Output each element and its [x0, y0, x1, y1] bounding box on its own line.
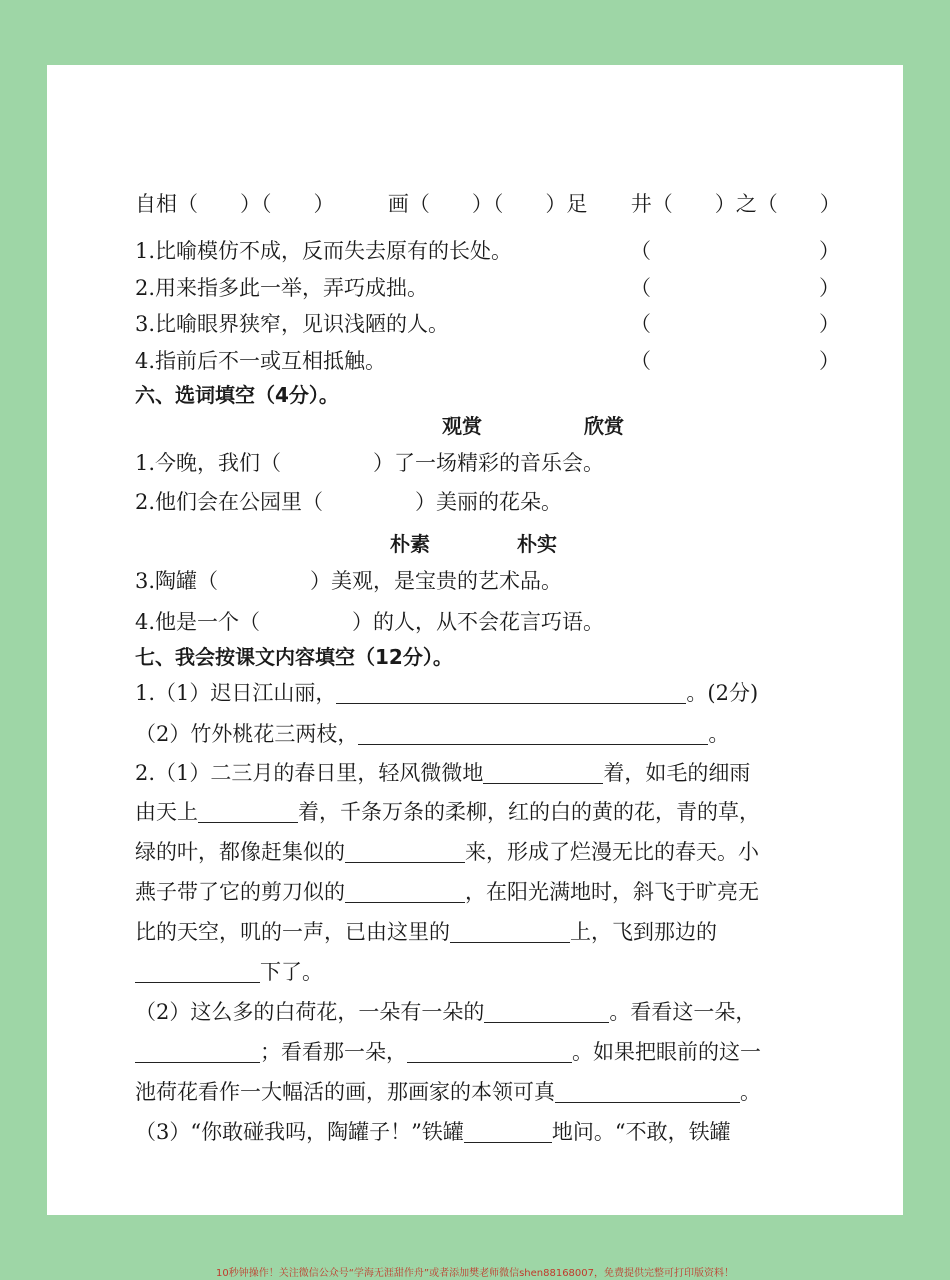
answer-box-3[interactable]: （ ）	[630, 312, 840, 336]
blank-7-9[interactable]	[484, 1000, 609, 1023]
passage-line-4: 燕子带了它的剪刀似的 ，在阳光满地时，斜飞于旷亮无	[135, 880, 759, 904]
blank-7-13[interactable]	[464, 1120, 552, 1143]
idiom-3: 井（ ）之（ ）	[630, 192, 841, 216]
poem-line-1: 1.（1）迟日江山丽， 。(2分)	[135, 681, 759, 705]
blank-7-11[interactable]	[407, 1040, 572, 1063]
footer-notice: 10秒钟操作！关注微信公众号“学海无涯甜作舟”或者添加樊老师微信shen88168007，免费提供完整可打印版资料！	[215, 1268, 735, 1279]
idiom-blanks-line	[135, 190, 843, 218]
idiom-1: 自相（ ）（ ）	[135, 192, 335, 216]
blank-7-1[interactable]	[336, 681, 686, 704]
blank-7-5[interactable]	[345, 840, 465, 863]
poem-line-2: （2）竹外桃花三两枝， 。	[135, 722, 730, 746]
option-word-4: 朴实	[517, 532, 557, 556]
passage-line-7: （2）这么多的白荷花，一朵有一朵的 。看看这一朵，	[135, 1000, 757, 1024]
blank-7-3[interactable]	[483, 761, 603, 784]
option-word-1: 观赏	[442, 414, 482, 438]
option-word-3: 朴素	[390, 532, 430, 556]
section-6-q3: 3.陶罐（ ）美观，是宝贵的艺术品。	[135, 569, 563, 593]
passage-line-5: 比的天空，叽的一声，已由这里的 上，飞到那边的	[135, 920, 717, 944]
answer-box-1[interactable]: （ ）	[630, 239, 840, 263]
section-7-title: 七、我会按课文内容填空（12分）。	[135, 645, 453, 669]
section-6-title: 六、选词填空（4分）。	[135, 383, 339, 407]
section-6-q1: 1.今晚，我们（ ）了一场精彩的音乐会。	[135, 451, 605, 475]
passage-line-9: 池荷花看作一大幅活的画，那画家的本领可真 。	[135, 1080, 761, 1104]
blank-7-6[interactable]	[345, 880, 465, 903]
idiom-question-4: 4.指前后不一或互相抵触。 （ ）	[135, 349, 840, 373]
passage-line-2: 由天上 着，千条万条的柔柳，红的白的黄的花，青的草，	[135, 800, 760, 824]
blank-7-4[interactable]	[198, 800, 298, 823]
answer-box-2[interactable]: （ ）	[630, 276, 840, 300]
section-6-q2: 2.他们会在公园里（ ）美丽的花朵。	[135, 490, 563, 514]
passage-line-3: 绿的叶，都像赶集似的 来，形成了烂漫无比的春天。小	[135, 840, 759, 864]
idiom-question-1: 1.比喻模仿不成，反而失去原有的长处。 （ ）	[135, 239, 840, 263]
option-word-2: 欣赏	[584, 414, 624, 438]
idiom-question-2: 2.用来指多此一举，弄巧成拙。 （ ）	[135, 276, 840, 300]
passage-line-6: 下了。	[135, 958, 843, 986]
passage-line-10: （3）“你敢碰我吗，陶罐子！”铁罐 地问。“不敢，铁罐	[135, 1120, 731, 1144]
idiom-question-3: 3.比喻眼界狭窄，见识浅陋的人。 （ ）	[135, 312, 840, 336]
section-6-q4: 4.他是一个（ ）的人，从不会花言巧语。	[135, 610, 605, 634]
blank-7-8[interactable]	[135, 960, 260, 983]
passage-line-8: ；看看那一朵， 。如果把眼前的这一	[135, 1038, 843, 1066]
idiom-2: 画（ ）（ ）足	[387, 192, 588, 216]
blank-7-10[interactable]	[135, 1040, 260, 1063]
passage-line-1: 2.（1）二三月的春日里，轻风微微地 着，如毛的细雨	[135, 761, 751, 785]
worksheet-page	[47, 65, 903, 1215]
answer-box-4[interactable]: （ ）	[630, 349, 840, 373]
blank-7-7[interactable]	[450, 920, 570, 943]
blank-7-12[interactable]	[555, 1080, 740, 1103]
blank-7-2[interactable]	[358, 722, 708, 745]
